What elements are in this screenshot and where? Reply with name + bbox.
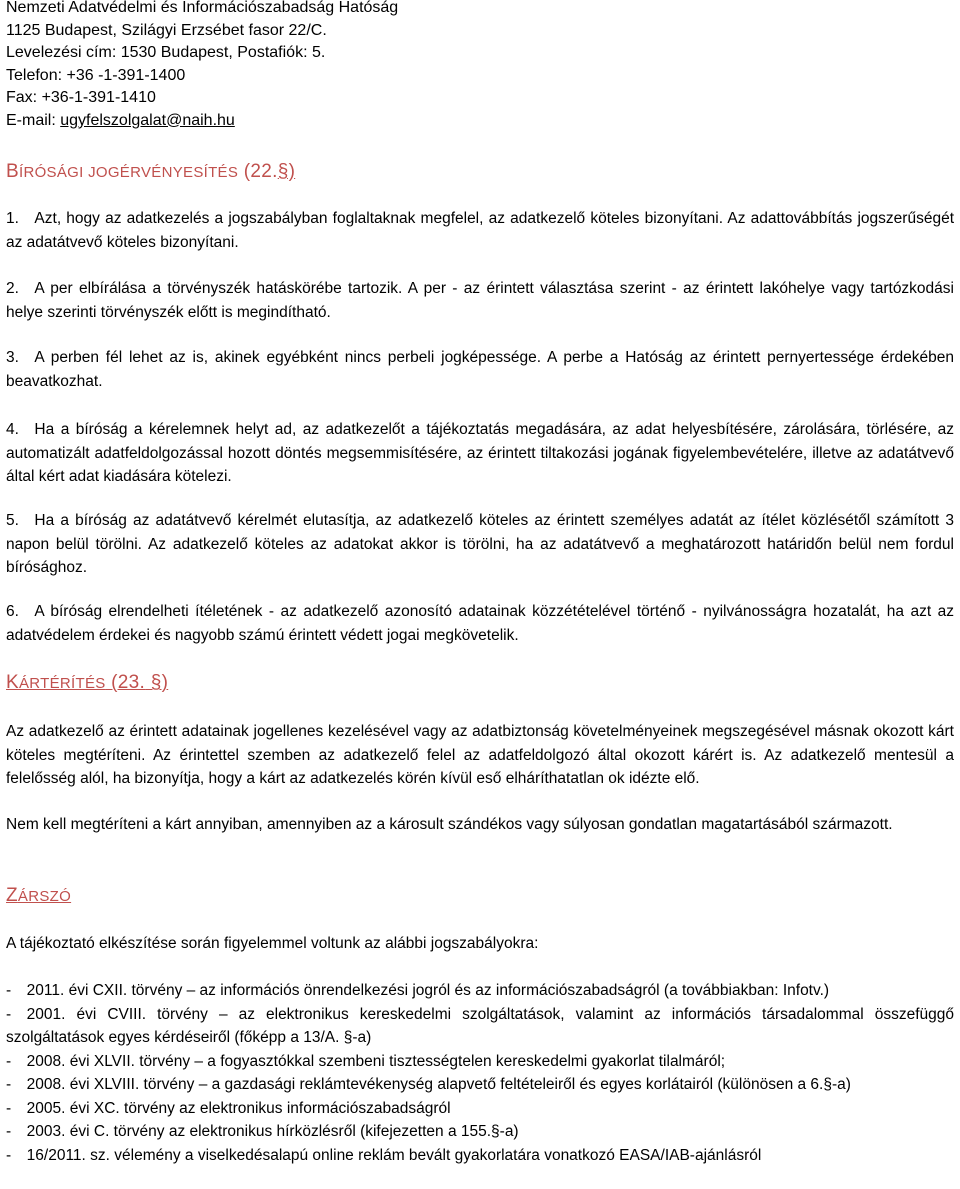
law-item: - 16/2011. sz. vélemény a viselkedésalapú online reklám bevált gyakorlatára vonatkozó EASA/IAB-ajánlásról xyxy=(6,1146,762,1164)
item-3: 3. A perben fél lehet az is, akinek egyébként nincs perbeli jogképessége. A perbe a Hatóság az érintett pernyertessége érdekében beavatkozhat. xyxy=(6,349,954,390)
fax: Fax: +36-1-391-1410 xyxy=(6,89,156,106)
item-1: 1. Azt, hogy az adatkezelés a jogszabályban foglaltaknak megfelel, az adatkezelő köteles bizonyítani. Az adattovábbítás jogszerűségét az adatátvevő köteles bizonyítani. xyxy=(6,210,954,251)
section-title-birosagi: BÍRÓSÁGI JOGÉRVÉNYESÍTÉS (22.§) xyxy=(6,161,296,182)
law-item: - 2008. évi XLVII. törvény – a fogyasztókkal szembeni tisztességtelen kereskedelmi gyakorlat tilalmáról; xyxy=(6,1052,726,1070)
address: 1125 Budapest, Szilágyi Erzsébet fasor 22/C. xyxy=(6,21,327,39)
org-name: Nemzeti Adatvédelmi és Információszabadság Hatóság xyxy=(6,0,399,16)
section-title-karterites: KÁRTÉRÍTÉS (23. §) xyxy=(6,672,169,693)
phone: Telefon: +36 -1-391-1400 xyxy=(6,66,186,84)
section-title-zarszo: ZÁRSZÓ xyxy=(6,885,72,906)
zarszo-intro: A tájékoztató elkészítése során figyelemmel voltunk az alábbi jogszabályokra: xyxy=(6,935,539,952)
email-link[interactable]: ugyfelszolgalat@naih.hu xyxy=(60,111,235,129)
email-line xyxy=(6,110,954,133)
karterites-paragraph-2: Nem kell megtéríteni a kárt annyiban, amennyiben az a károsult szándékos vagy súlyosan gondatlan magatartásából származott. xyxy=(6,816,893,833)
law-item: - 2008. évi XLVIII. törvény – a gazdasági reklámtevékenység alapvető feltételeiről és egyes korlátairól (különösen a 6.§-a) xyxy=(6,1076,851,1093)
law-item: - 2003. évi C. törvény az elektronikus hírközlésről (kifejezetten a 155.§-a) xyxy=(6,1123,519,1140)
item-6: 6. A bíróság elrendelheti ítéletének - az adatkezelő azonosító adatainak közzétételével történő - nyilvánosságra hozatalát, ha azt az adatvédelem érdekei és nagyobb számú érintett védett jogai megkövetelik. xyxy=(6,603,954,644)
item-4: 4. Ha a bíróság a kérelemnek helyt ad, az adatkezelőt a tájékoztatás megadására, az adat helyesbítésére, zárolására, törlésére, az automatizált adatfeldolgozással hozott döntés megsemmisítésére, az érintett tiltakozási jogának figyelembevételére, illetve az adatátvevő által kért adat kiadására kötelezi. xyxy=(6,421,954,485)
item-5: 5. Ha a bíróság az adatátvevő kérelmét elutasítja, az adatkezelő köteles az érintett személyes adatát az ítélet közlésétől számított 3 napon belül törölni. Az adatkezelő köteles az adatokat akkor is törölni, ha az adatátvevő a meghatározott határidőn belül nem fordul bírósághoz. xyxy=(6,512,954,576)
karterites-paragraph-1: Az adatkezelő az érintett adatainak jogellenes kezelésével vagy az adatbiztonság követelményeinek megszegésével másnak okozott kárt köteles megtéríteni. Az érintettel szemben az adatkezelő felel az adatfeldolgozó által okozott kárért is. Az adatkezelő mentesül a felelősség alól, ha bizonyítja, hogy a kárt az adatkezelés körén kívül eső elháríthatatlan ok idézte elő. xyxy=(6,723,954,787)
postal-address: Levelezési cím: 1530 Budapest, Postafiók: 5. xyxy=(6,44,326,61)
contact-header xyxy=(6,0,954,132)
email-label: E-mail: xyxy=(6,111,61,129)
law-item: - 2011. évi CXII. törvény – az információs önrendelkezési jogról és az információszabadságról (a továbbiakban: Infotv.) xyxy=(6,982,830,999)
item-2: 2. A per elbírálása a törvényszék hatáskörébe tartozik. A per - az érintett választása szerint - az érintett lakóhelye vagy tartózkodási helye szerinti törvényszék előtt is megindítható. xyxy=(6,280,954,321)
law-list xyxy=(6,979,954,1167)
law-item: - 2001. évi CVIII. törvény – az elektronikus kereskedelmi szolgáltatások, valamint az információs társadalommal összefüggő szolgáltatások egyes kérdéseiről (főképp a 13/A. §-a) xyxy=(6,1005,954,1046)
law-item: - 2005. évi XC. törvény az elektronikus információszabadságról xyxy=(6,1099,451,1117)
